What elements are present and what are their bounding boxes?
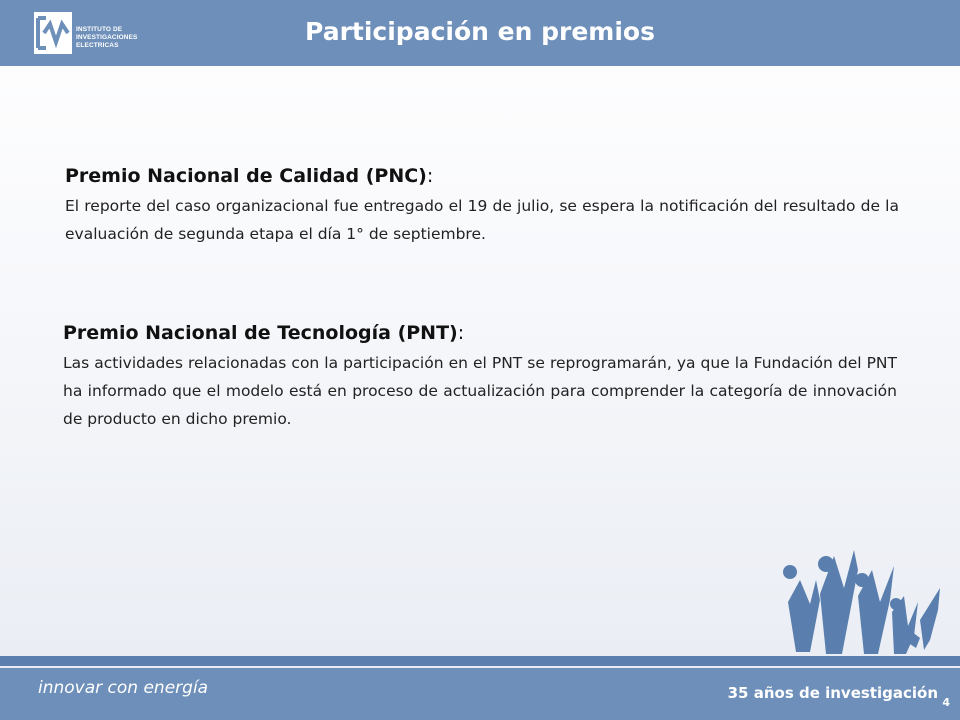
anniversary-text: 35 años de investigación [727,684,938,702]
footer-strip [0,656,960,666]
header-bar [0,0,960,66]
section-body: El reporte del caso organizacional fue entregado el 19 de julio, se espera la notificación del resultado de la evaluación de segunda etapa el día 1° de septiembre. [65,197,899,243]
section-heading [63,319,897,347]
celebrating-figures-icon [780,540,950,660]
section-pnt [63,319,897,433]
footer-slogan: innovar con energía [38,678,209,698]
page-number: 4 [942,696,950,709]
logo-line: INSTITUTO DE [76,26,123,33]
section-heading-text: Premio Nacional de Calidad (PNC) [65,165,427,187]
section-body: Las actividades relacionadas con la participación en el PNT se reprogramarán, ya que la Fundación del PNT ha informado que el modelo está en proceso de actualización para comprender la categoría de innovación de producto en dicho premio. [63,354,897,428]
heading-colon: : [457,322,465,344]
heading-colon: : [426,165,434,187]
logo-line: ELECTRICAS [76,42,119,49]
logo-line: INVESTIGACIONES [76,34,138,41]
section-pnc [65,162,899,248]
page-title: Participación en premios [305,17,655,46]
section-heading [65,162,899,190]
section-heading-text: Premio Nacional de Tecnología (PNT) [63,322,458,344]
